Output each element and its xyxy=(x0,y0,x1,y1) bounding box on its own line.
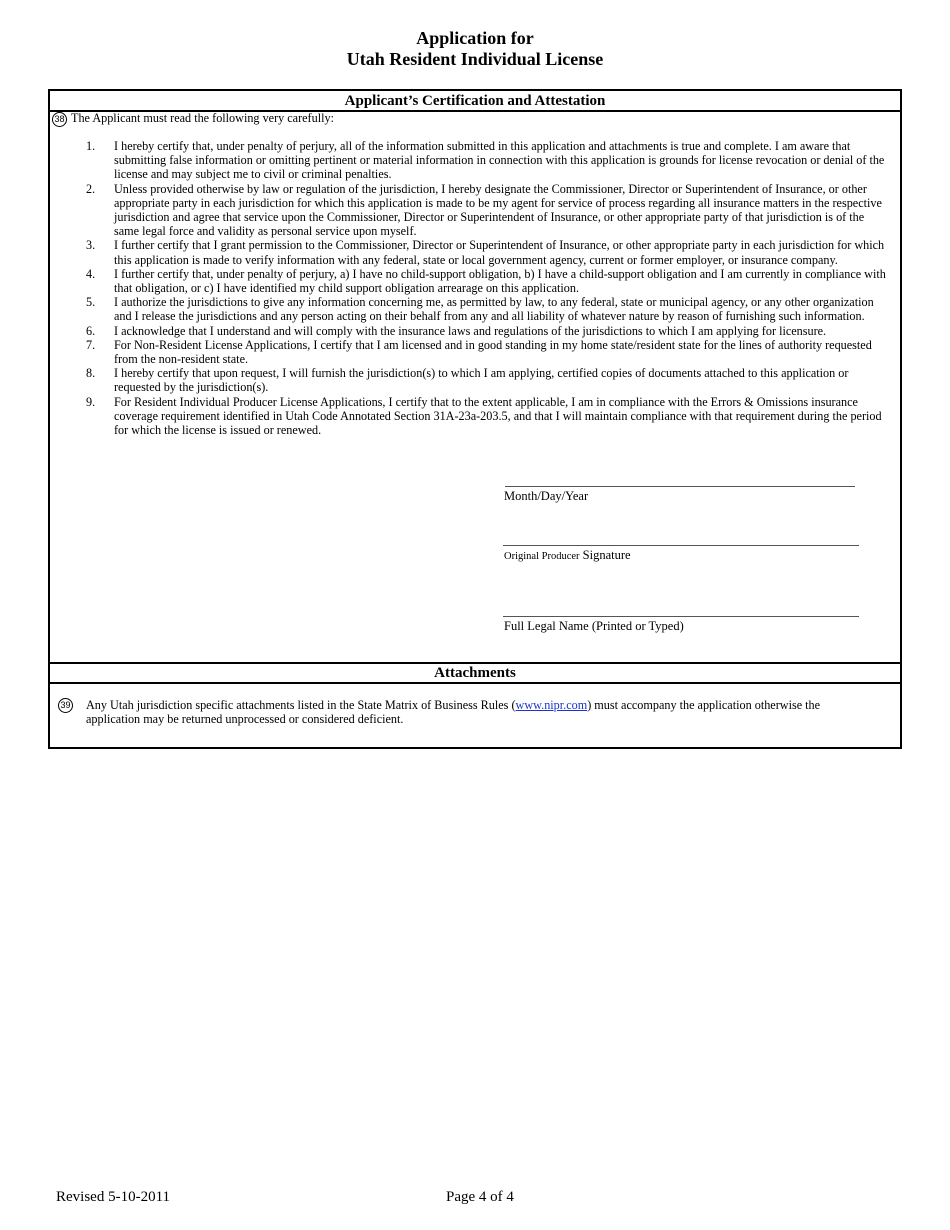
certification-item-text: I hereby certify that upon request, I will furnish the jurisdiction(s) to which I am applying, certified copies of documents attached to this application or requested by the jurisdiction(s). xyxy=(114,366,849,395)
attachments-heading-divider xyxy=(50,682,900,684)
certification-item-number: 7. xyxy=(86,337,96,352)
attachments-text xyxy=(86,698,876,726)
title-line-2: Utah Resident Individual License xyxy=(346,49,604,69)
title-line-1: Application for xyxy=(416,28,534,48)
certification-item xyxy=(50,324,900,338)
certification-item-number: 8. xyxy=(86,366,96,381)
certification-item xyxy=(50,182,900,239)
certification-item-text: Unless provided otherwise by law or regulation of the jurisdiction, I hereby designate the Commissioner, Director or Superintendent of Insurance, or other appropriate party in each jurisdiction for which this application is made to be my agent for service of process regarding all insurance matters in the respective jurisdiction and agree that service upon the Commissioner, Director or Superintendent of Insurance, or other appropriate party of that jurisdiction is of the same legal force and validity as personal service upon myself. xyxy=(114,181,882,239)
certification-item xyxy=(50,238,900,266)
certification-item-text: I hereby certify that, under penalty of perjury, all of the information submitted in this application and attachments is true and complete. I am aware that submitting false information or omitting pertinent or material information in connection with this application is grounds for license revocation or denial of the license and may subject me to civil or criminal penalties. xyxy=(114,139,885,182)
certification-item-text: I further certify that I grant permission to the Commissioner, Director or Superintendent of Insurance, or other appropriate party in each jurisdiction for which this application is made to verify information with any federal, state or local government agency, current or former employer, or insurance company. xyxy=(114,238,885,267)
certification-item-number: 1. xyxy=(86,139,96,153)
revision-date: Revised 5-10-2011 xyxy=(56,1189,171,1205)
item-number-badge-39: 39 xyxy=(58,698,73,713)
certification-item xyxy=(50,139,900,182)
form-section-box xyxy=(48,89,902,749)
certification-intro: The Applicant must read the following very carefully: xyxy=(71,111,334,125)
signature-label-main: Signature xyxy=(582,548,631,562)
certification-item-number: 3. xyxy=(86,238,96,253)
signature-label xyxy=(504,548,631,564)
certification-item-number: 4. xyxy=(86,266,96,281)
certification-item-number: 5. xyxy=(86,295,96,310)
full-name-line[interactable] xyxy=(503,616,859,617)
certification-item-number: 9. xyxy=(86,394,96,409)
attachments-heading: Attachments xyxy=(434,665,516,681)
page-number: Page 4 of 4 xyxy=(446,1189,514,1205)
certification-item-number: 2. xyxy=(86,181,96,196)
certification-item-text: For Resident Individual Producer License Applications, I certify that to the extent applicable, I am in compliance with the Errors & Omissions insurance coverage requirement identified in Utah Code Annotated Section 31A-23a-203.5, and that I will maintain compliance with that requirement during the period for which the license is issued or renewed. xyxy=(114,394,882,438)
certification-item-text: I authorize the jurisdictions to give any information concerning me, as permitted by law, to any federal, state or municipal agency, or any other organization and I release the jurisdictions and any person acting on their behalf from any and all liability of whatever nature by reason of furnishing such information. xyxy=(114,295,874,324)
certification-item xyxy=(50,267,900,295)
nipr-link[interactable]: www.nipr.com xyxy=(515,698,588,712)
certification-item-number: 6. xyxy=(86,323,96,338)
page-title xyxy=(0,28,950,70)
date-label: Month/Day/Year xyxy=(504,489,589,503)
attachments-text-before: Any Utah jurisdiction specific attachments listed in the State Matrix of Business Rules ( xyxy=(86,698,516,712)
certification-item xyxy=(50,338,900,366)
certification-item-text: For Non-Resident License Applications, I certify that I am licensed and in good standing in my home state/resident state for the lines of authority requested from the non-resident state. xyxy=(114,337,872,367)
date-line[interactable] xyxy=(505,486,855,487)
certification-item-text: I acknowledge that I understand and will comply with the insurance laws and regulations of the jurisdictions to which I am applying for licensure. xyxy=(114,323,827,338)
certification-item-text: I further certify that, under penalty of perjury, a) I have no child-support obligation, b) I have a child-support obligation and I am currently in compliance with that obligation, or c) I have identified my child support obligation arrearage on this application. xyxy=(114,266,886,296)
item-number-badge-38: 38 xyxy=(52,112,67,127)
certification-heading: Applicant’s Certification and Attestation xyxy=(344,93,606,109)
signature-line[interactable] xyxy=(503,545,859,546)
certification-item xyxy=(50,295,900,323)
attachments-text-after: ) must accompany the application otherwise the application may be returned unprocessed or considered deficient. xyxy=(86,698,821,727)
signature-label-small: Original Producer xyxy=(504,551,580,562)
certification-list xyxy=(50,139,900,437)
certification-item xyxy=(50,395,900,438)
full-name-label: Full Legal Name (Printed or Typed) xyxy=(504,619,684,633)
certification-item xyxy=(50,366,900,394)
